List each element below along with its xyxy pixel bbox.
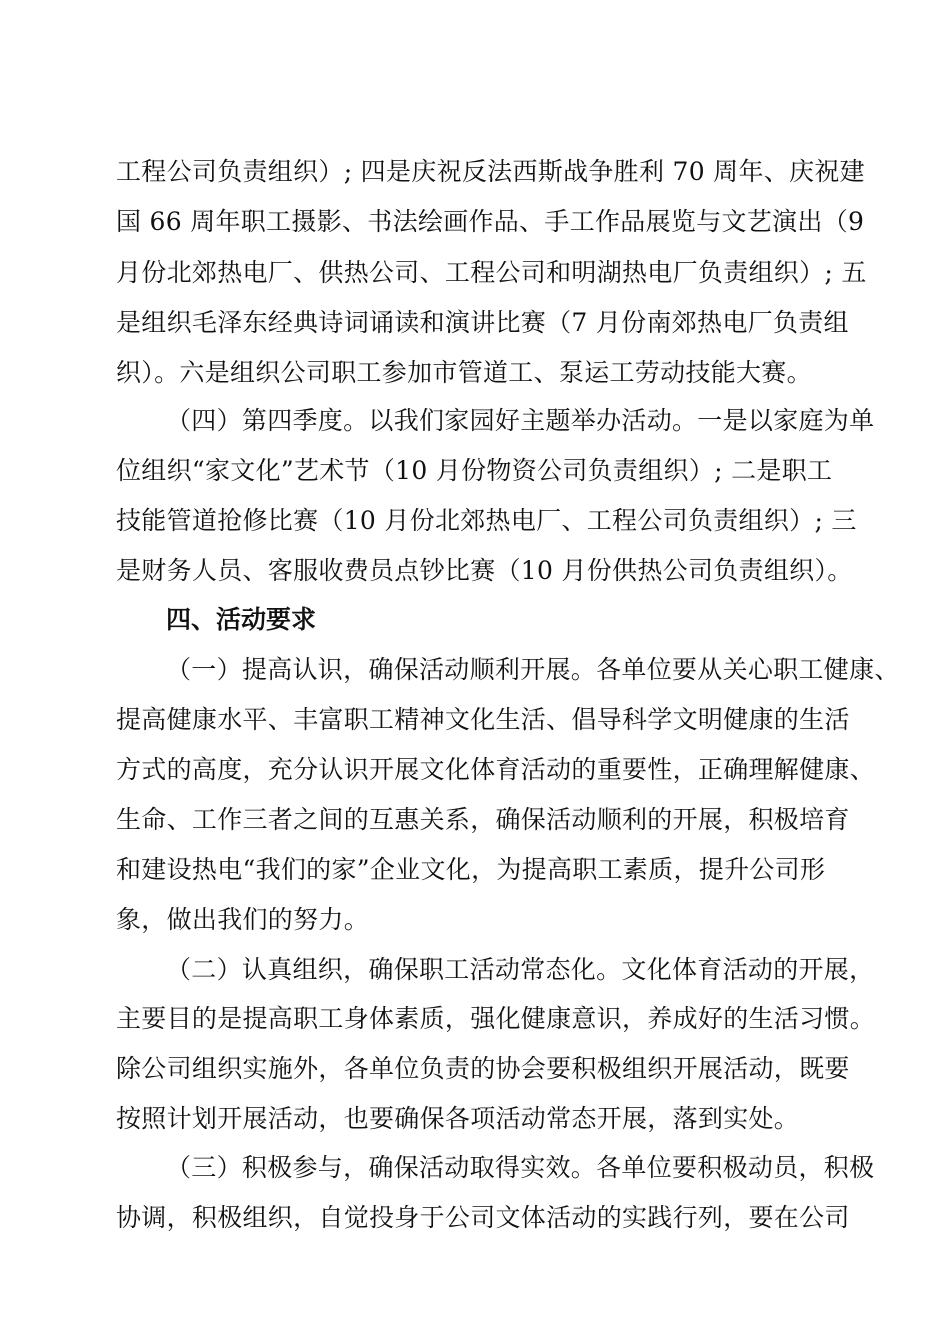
text-line: （一）提高认识，确保活动顺利开展。各单位要从关心职工健康、 bbox=[166, 655, 900, 684]
text-line: 国 66 周年职工摄影、书法绘画作品、手工作品展览与文艺演出（9 bbox=[116, 207, 865, 236]
text-line: 协调，积极组织，自觉投身于公司文体活动的实践行列，要在公司 bbox=[116, 1203, 850, 1232]
text-line: 提高健康水平、丰富职工精神文化生活、倡导科学文明健康的生活 bbox=[116, 705, 850, 734]
text-line: （四）第四季度。以我们家园好主题举办活动。一是以家庭为单 bbox=[166, 406, 875, 435]
text-line: 是财务人员、客服收费员点钞比赛（10 月份供热公司负责组织）。 bbox=[116, 556, 853, 585]
text-line: 是组织毛泽东经典诗词诵读和演讲比赛（7 月份南郊热电厂负责组 bbox=[116, 308, 849, 337]
text-line: 按照计划开展活动，也要确保各项活动常态开展，落到实处。 bbox=[116, 1104, 800, 1133]
text-line: 位组织“家文化”艺术节（10 月份物资公司负责组织）; 二是职工 bbox=[116, 456, 833, 485]
text-line: 方式的高度，充分认识开展文化体育活动的重要性，正确理解健康、 bbox=[116, 755, 876, 784]
text-line: （三）积极参与，确保活动取得实效。各单位要积极动员，积极 bbox=[166, 1153, 875, 1182]
text-line: 技能管道抢修比赛（10 月份北郊热电厂、工程公司负责组织）; 三 bbox=[116, 506, 857, 535]
text-line: 和建设热电“我们的家”企业文化，为提高职工素质，提升公司形 bbox=[116, 855, 826, 884]
text-line: 主要目的是提高职工身体素质，强化健康意识，养成好的生活习惯。 bbox=[116, 1004, 876, 1033]
section-heading: 四、活动要求 bbox=[166, 605, 317, 634]
text-line: 织）。六是组织公司职工参加市管道工、泵运工劳动技能大赛。 bbox=[116, 358, 812, 387]
text-line: 工程公司负责组织）; 四是庆祝反法西斯战争胜利 70 周年、庆祝建 bbox=[116, 157, 865, 186]
text-line: 生命、工作三者之间的互惠关系，确保活动顺利的开展，积极培育 bbox=[116, 805, 850, 834]
text-line: 象，做出我们的努力。 bbox=[116, 905, 370, 934]
text-line: 月份北郊热电厂、供热公司、工程公司和明湖热电厂负责组织）; 五 bbox=[116, 258, 867, 287]
text-line: （二）认真组织，确保职工活动常态化。文化体育活动的开展， bbox=[166, 955, 875, 984]
text-line: 除公司组织实施外，各单位负责的协会要积极组织开展活动，既要 bbox=[116, 1054, 850, 1083]
